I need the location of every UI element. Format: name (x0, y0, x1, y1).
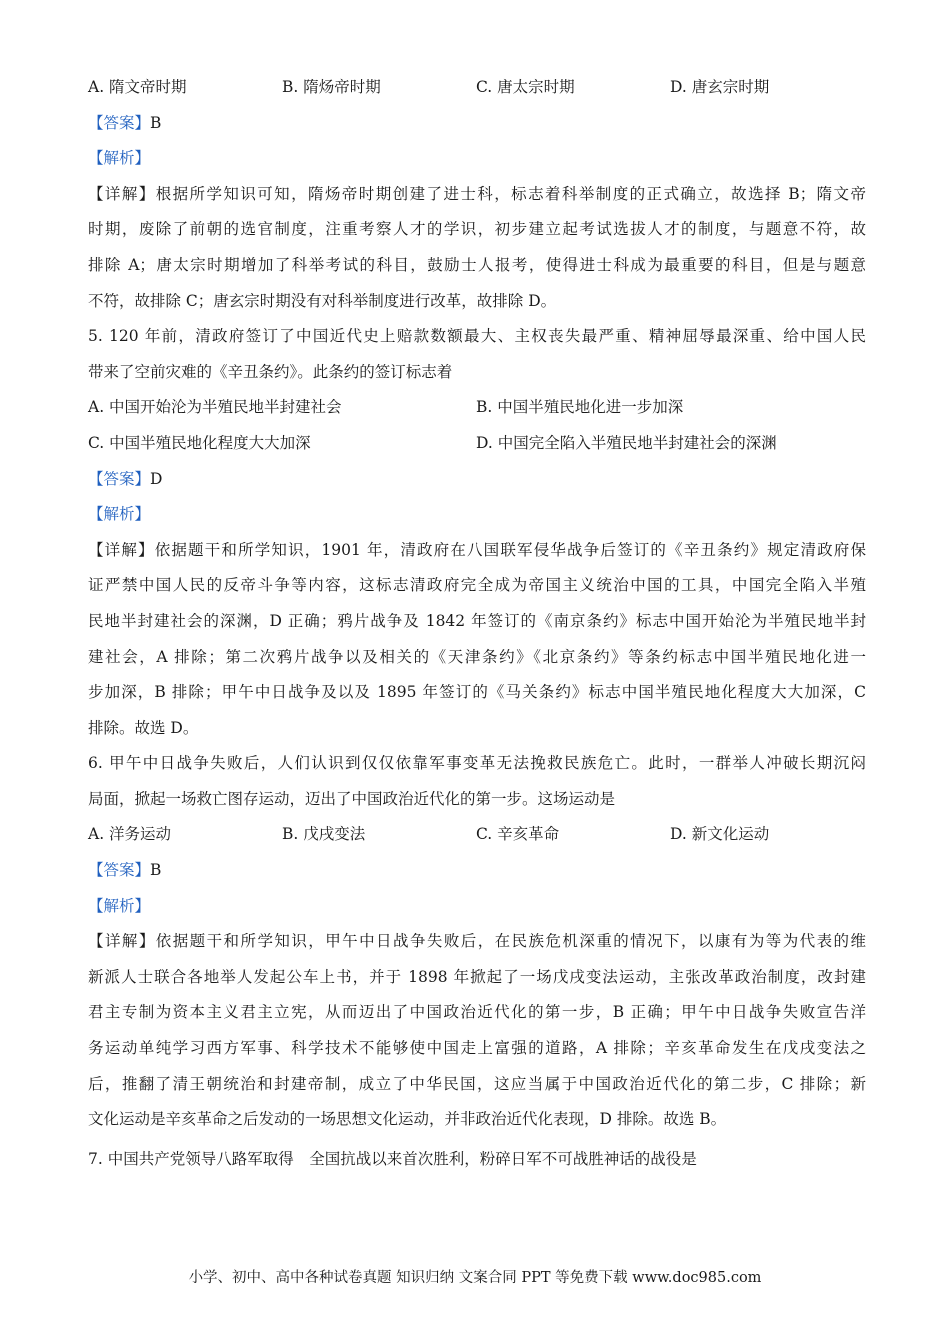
q6-option-d: D. 新文化运动 (670, 825, 770, 844)
q6-option-a: A. 洋务运动 (88, 825, 172, 844)
answer-value: B (150, 861, 162, 880)
q4-detail-line: 不符，故排除 C；唐玄宗时期没有对科举制度进行改革，故排除 D。 (88, 291, 557, 310)
q6-detail-line: 后，推翻了清王朝统治和封建帝制，成立了中华民国，这应当属于中国政治近代化的第二步，C 排除；新 (88, 1074, 866, 1093)
q4-options (88, 70, 866, 106)
q4-option-a: A. 隋文帝时期 (88, 78, 187, 96)
q6-stem-line: 局面，掀起一场救亡图存运动，迈出了中国政治近代化的第一步。这场运动是 (88, 789, 616, 808)
q5-answer (88, 462, 866, 498)
q6-answer (88, 853, 866, 889)
q5-option-c: C. 中国半殖民地化程度大大加深 (88, 433, 311, 452)
q6-analysis (88, 889, 866, 925)
answer-value: B (150, 113, 162, 132)
q4-analysis (88, 141, 866, 177)
q5-detail-line: 民地半封建社会的深渊，D 正确；鸦片战争及 1842 年签订的《南京条约》标志中国开始沦为半殖民地半封 (88, 611, 866, 630)
page-footer: 小学、初中、高中各种试卷真题 知识归纳 文案合同 PPT 等免费下载 www.doc985.com (188, 1270, 762, 1286)
q5-option-d: D. 中国完全陷入半殖民地半封建社会的深渊 (476, 433, 777, 452)
q6-detail-line: 务运动单纯学习西方军事、科学技术不能够使中国走上富强的道路，A 排除；辛亥革命发生在戊戌变法之 (88, 1039, 866, 1058)
detail-tag: 【详解】 (88, 184, 156, 203)
q4-option-d: D. 唐玄宗时期 (670, 78, 770, 96)
answer-value: D (150, 469, 163, 488)
analysis-tag: 【解析】 (88, 149, 151, 168)
q7-stem: 7. 中国共产党领导八路军取得 全国抗战以来首次胜利，粉碎日军不可战胜神话的战役是 (88, 1149, 697, 1168)
q6-detail-line (88, 924, 866, 960)
detail-text: 依据题干和所学知识，1901 年，清政府在八国联军侵华战争后签订的《辛丑条约》规定清政府保 (154, 540, 866, 559)
q6-detail-line: 文化运动是辛亥革命之后发动的一场思想文化运动，并非政治近代化表现，D 排除。故选 B。 (88, 1110, 727, 1129)
q4-answer (88, 106, 866, 142)
detail-tag: 【详解】 (88, 540, 155, 559)
answer-tag: 【答案】 (88, 113, 151, 132)
q6-stem-line: 6. 甲午中日战争失败后，人们认识到仅仅依靠军事变革无法挽救民族危亡。此时，一群举人冲破长期沉闷 (88, 754, 866, 773)
detail-text: 根据所学知识可知，隋炀帝时期创建了进士科，标志着科举制度的正式确立，故选择 B；隋文帝 (155, 184, 866, 203)
q5-detail-line: 证严禁中国人民的反帝斗争等内容，这标志清政府完全成为帝国主义统治中国的工具，中国完全陷入半殖 (88, 576, 866, 595)
detail-tag: 【详解】 (88, 932, 156, 951)
q4-detail-line: 时期，废除了前朝的选官制度，注重考察人才的学识，初步建立起考试选拔人才的制度，与题意不符，故 (88, 220, 866, 239)
document-page (88, 70, 866, 1177)
answer-tag: 【答案】 (88, 861, 151, 880)
q5-detail-line (88, 533, 866, 569)
detail-text: 依据题干和所学知识，甲午中日战争失败后，在民族危机深重的情况下，以康有为等为代表的维 (155, 932, 866, 951)
answer-tag: 【答案】 (88, 469, 151, 488)
q4-option-b: B. 隋炀帝时期 (282, 78, 381, 96)
q4-detail-line (88, 177, 866, 213)
q5-options-row (88, 426, 866, 462)
q5-stem-line: 5. 120 年前，清政府签订了中国近代史上赔款数额最大、主权丧失最严重、精神屈辱最深重、给中国人民 (88, 327, 866, 346)
q6-options (88, 817, 866, 853)
q4-detail-line: 排除 A；唐太宗时期增加了科举考试的科目，鼓励士人报考，使得进士科成为最重要的科目，但是与题意 (88, 255, 866, 274)
q4-option-c: C. 唐太宗时期 (476, 78, 575, 96)
analysis-tag: 【解析】 (88, 505, 151, 524)
q6-detail-line: 新派人士联合各地举人发起公车上书，并于 1898 年掀起了一场戊戌变法运动，主张改革政治制度，改封建 (88, 967, 866, 986)
q6-option-b: B. 戊戌变法 (282, 825, 366, 844)
q5-detail-line: 步加深，B 排除；甲午中日战争及以及 1895 年签订的《马关条约》标志中国半殖民地化程度大大加深，C (88, 683, 866, 702)
q5-stem-line: 带来了空前灾难的《辛丑条约》。此条约的签订标志着 (88, 362, 453, 381)
q5-option-a: A. 中国开始沦为半殖民地半封建社会 (88, 398, 342, 417)
q5-options-row (88, 390, 866, 426)
analysis-tag: 【解析】 (88, 896, 151, 915)
q6-option-c: C. 辛亥革命 (476, 825, 560, 844)
q5-analysis (88, 497, 866, 533)
q6-detail-line: 君主专制为资本主义君主立宪，从而迈出了中国政治近代化的第一步，B 正确；甲午中日战争失败宣告洋 (88, 1003, 866, 1022)
q5-detail-line: 排除。故选 D。 (88, 718, 199, 737)
q5-option-b: B. 中国半殖民地化进一步加深 (476, 398, 684, 417)
q5-detail-line: 建社会，A 排除；第二次鸦片战争以及相关的《天津条约》《北京条约》等条约标志中国半殖民地化进一 (88, 647, 866, 666)
